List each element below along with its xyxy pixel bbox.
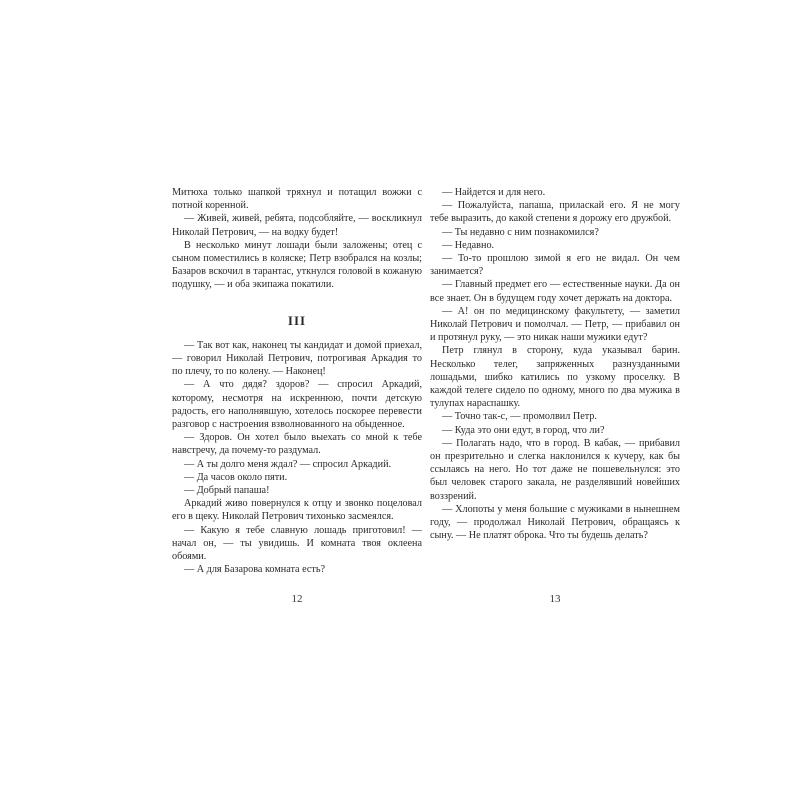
paragraph: — А! он по медицинскому факультету, — заметил Николай Петрович и помолчал. — Петр, — прибавил он и протянул руку, — это никак наши мужики едут? (430, 305, 680, 344)
paragraph: — Ты недавно с ним познакомился? (442, 226, 599, 238)
paragraph: В несколько минут лошади были заложены; отец с сыном поместились в коляске; Петр взобрался на козлы; Базаров вскочил в тарантас, уткнулся головой в кожаную подушку, — и оба экипажа покатили. (172, 239, 422, 291)
paragraph: — То-то прошлою зимой я его не видал. Он чем занимается? (430, 253, 680, 278)
paragraph: — Добрый папаша! (184, 485, 270, 497)
paragraph: — Да часов около пяти. (184, 471, 288, 483)
paragraph: — Живей, живей, ребята, подсобляйте, — воскликнул Николай Петрович, — на водку будет! (172, 213, 422, 238)
paragraph: — Полагать надо, что в город. В кабак, — прибавил он презрительно и слегка наклонился к кучеру, как бы ссылаясь на него. Но тот даже не пошевельнулся: это был человек старого закала, не разделявший новейших воззрений. (430, 437, 680, 502)
paragraph: — А для Базарова комната есть? (184, 564, 326, 576)
paragraph: — Недавно. (442, 239, 495, 251)
chapter-heading: III (287, 312, 307, 328)
paragraph: Петр глянул в сторону, куда указывал барин. Несколько телег, запряженных разнузданными лошадьми, шибко катились по узкому проселку. В каждой телеге сидело по одному, много по два мужика в тулупах нараспашку. (430, 345, 680, 410)
paragraph: — Так вот как, наконец ты кандидат и домой приехал, — говорил Николай Петрович, потрогивая Аркадия то по плечу, то по колену. — Наконец! (172, 339, 422, 378)
paragraph: Аркадий живо повернулся к отцу и звонко поцеловал его в щеку. Николай Петрович тихонько засмеялся. (172, 498, 422, 523)
paragraph: — А ты долго меня ждал? — спросил Аркадий. (184, 458, 392, 470)
paragraph: — Точно так-с, — промолвил Петр. (442, 411, 597, 423)
right-page (430, 186, 680, 542)
paragraph: — А что дядя? здоров? — спросил Аркадий, которому, несмотря на искреннюю, почти детскую радость, его наполнявшую, хотелось поскорее перевести разговор с настроения взволнованного на обыденное. (172, 379, 422, 431)
left-page (172, 186, 422, 576)
paragraph: — Куда это они едут, в город, что ли? (442, 424, 605, 436)
page-number-right: 13 (549, 593, 561, 605)
paragraph: — Главный предмет его — естественные науки. Да он все знает. Он в будущем году хочет держать на доктора. (430, 279, 680, 304)
paragraph: — Здоров. Он хотел было выехать со мной к тебе навстречу, да почему-то раздумал. (172, 432, 422, 457)
paragraph: — Какую я тебе славную лошадь приготовил! — начал он, — ты увидишь. И комната твоя оклеена обоями. (172, 524, 422, 563)
page-number-left: 12 (291, 593, 303, 605)
paragraph: Митюха только шапкой тряхнул и потащил вожжи с потной коренной. (172, 187, 422, 212)
paragraph: — Найдется и для него. (442, 187, 546, 198)
paragraph: — Пожалуйста, папаша, приласкай его. Я не могу тебе выразить, до какой степени я дорожу его дружбой. (430, 200, 680, 225)
paragraph: — Хлопоты у меня большие с мужиками в нынешнем году, — продолжал Николай Петрович, обращаясь к сыну. — Не платят оброка. Что ты будешь делать? (430, 503, 680, 542)
